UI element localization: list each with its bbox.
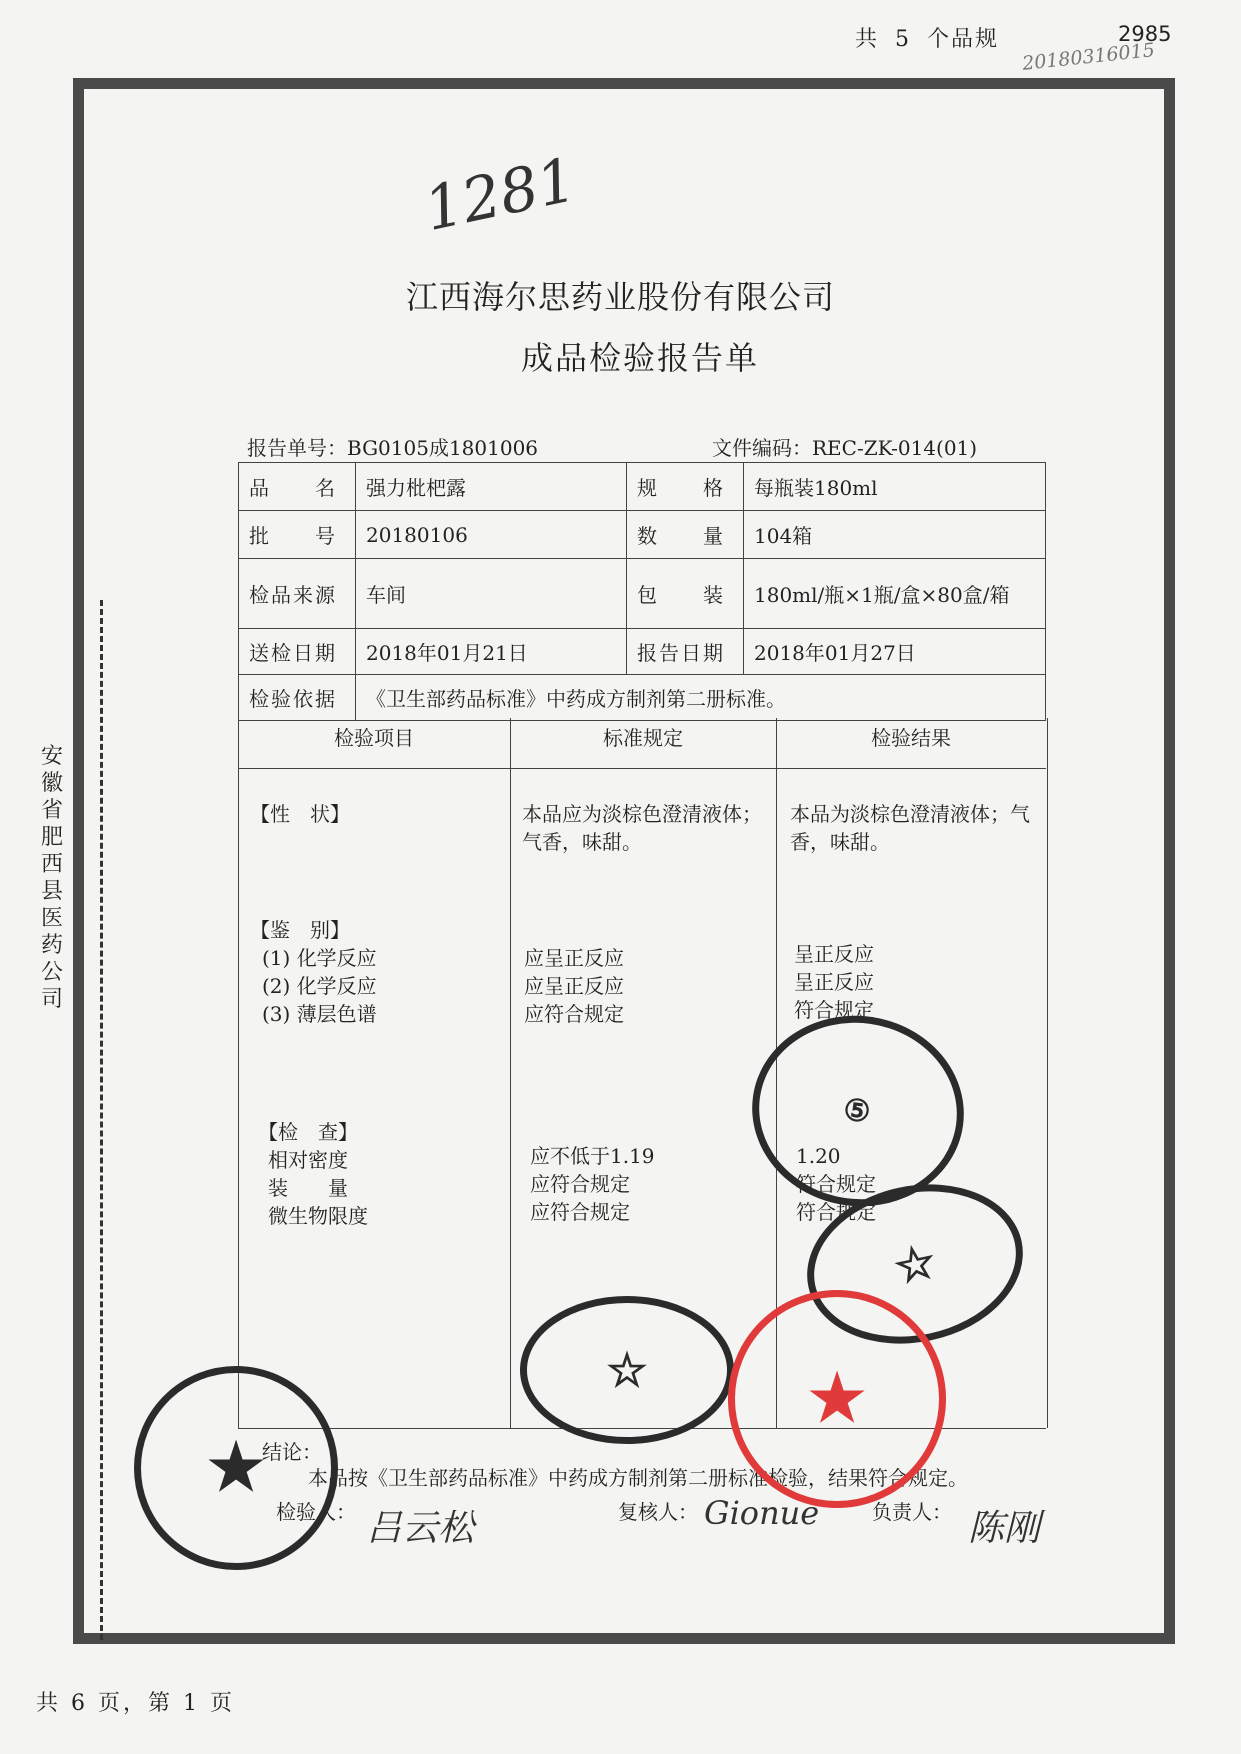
responsible-signature: 陈刚 — [968, 1508, 1041, 1549]
file-no-value: REC-ZK-014(01) — [812, 436, 978, 460]
ident-title: 【鉴 别】 — [250, 918, 350, 942]
total-count: 5 — [895, 27, 912, 52]
basis-label: 检验依据 — [239, 675, 356, 721]
check-result: 1.20 — [796, 1144, 841, 1168]
binding-dashed-line — [100, 600, 103, 1640]
source-label: 检品来源 — [239, 559, 356, 629]
responsible-label: 负责人： — [872, 1500, 952, 1524]
batch-value: 20180106 — [356, 511, 627, 559]
total-prefix: 共 — [855, 27, 880, 52]
ident-standard: 应呈正反应 — [524, 974, 624, 998]
report-no-value: BG0105成1801006 — [347, 436, 539, 460]
header-divider — [238, 768, 1046, 769]
package-value: 180ml/瓶×1瓶/盒×80盒/箱 — [744, 559, 1046, 629]
page-header — [855, 22, 1015, 53]
table-row — [239, 463, 1046, 511]
column-divider — [510, 718, 511, 1428]
ident-item: (3) 薄层色谱 — [262, 1002, 377, 1026]
stamp-qc-lower: ☆ — [520, 1296, 734, 1444]
report-no-label: 报告单号： — [247, 436, 347, 460]
ident-item: (2) 化学反应 — [262, 974, 377, 998]
conclusion-label: 结论： — [262, 1440, 322, 1464]
check-standard: 应不低于1.19 — [530, 1144, 655, 1168]
check-item: 装 量 — [268, 1176, 348, 1200]
check-result: 符合规定 — [796, 1200, 876, 1224]
source-value: 车间 — [356, 559, 627, 629]
document-title: 成品检验报告单 — [520, 339, 759, 377]
ident-item: (1) 化学反应 — [262, 946, 377, 970]
spec-value: 每瓶装180ml — [744, 463, 1046, 511]
total-suffix: 个品规 — [927, 27, 1000, 52]
ident-standard: 应符合规定 — [524, 1002, 624, 1026]
stamp-black-quality: ★ — [134, 1366, 338, 1570]
col-header-standard: 标准规定 — [603, 726, 683, 750]
handwritten-mark: 1281 — [418, 144, 583, 246]
col-header-result: 检验结果 — [871, 726, 951, 750]
product-value: 强力枇杷露 — [356, 463, 627, 511]
spec-label: 规 格 — [627, 463, 744, 511]
handwritten-note: 20180316015 — [1021, 39, 1156, 75]
conclusion-text: 本品按《卫生部药品标准》中药成方制剂第二册标准检验，结果符合规定。 — [308, 1466, 968, 1490]
info-table — [238, 462, 1046, 721]
char-standard: 本品应为淡棕色澄清液体；气香，味甜。 — [522, 802, 762, 854]
col-header-item: 检验项目 — [334, 726, 414, 750]
submit-date-value: 2018年01月21日 — [356, 629, 627, 675]
ident-result: 符合规定 — [794, 998, 874, 1022]
package-label: 包 装 — [627, 559, 744, 629]
table-row — [239, 675, 1046, 721]
batch-label: 批 号 — [239, 511, 356, 559]
side-company-text: 安徽省肥西县医药公司 — [40, 744, 63, 1012]
reviewer-signature: Gionue — [704, 1494, 820, 1532]
ident-result: 呈正反应 — [794, 970, 874, 994]
report-number — [247, 432, 538, 461]
char-title: 【性 状】 — [250, 802, 350, 826]
check-item: 微生物限度 — [268, 1204, 368, 1228]
table-row — [239, 511, 1046, 559]
ident-result: 呈正反应 — [794, 942, 874, 966]
table-row — [239, 559, 1046, 629]
stamp-shield: ⑤ — [740, 1002, 976, 1220]
reviewer-label: 复核人： — [618, 1500, 698, 1524]
report-date-label: 报告日期 — [627, 629, 744, 675]
check-item: 相对密度 — [268, 1148, 348, 1172]
page-number: 2985 — [1118, 22, 1172, 46]
inspector-signature: 吕云松 — [366, 1508, 475, 1549]
ident-standard: 应呈正反应 — [524, 946, 624, 970]
file-no-label: 文件编码： — [712, 436, 812, 460]
submit-date-label: 送检日期 — [239, 629, 356, 675]
check-standard: 应符合规定 — [530, 1200, 630, 1224]
table-row — [239, 629, 1046, 675]
quantity-label: 数 量 — [627, 511, 744, 559]
inspector-label: 检验人： — [276, 1500, 356, 1524]
stamp-qc-upper: ☆ — [792, 1165, 1038, 1363]
stamp-red-quality: ★ — [728, 1290, 946, 1508]
file-number — [712, 432, 977, 461]
company-name: 江西海尔思药业股份有限公司 — [405, 278, 835, 316]
quantity-value: 104箱 — [744, 511, 1046, 559]
check-standard: 应符合规定 — [530, 1172, 630, 1196]
check-title: 【检 查】 — [258, 1120, 358, 1144]
page-footer: 共 6 页，第 1 页 — [36, 1691, 235, 1716]
basis-value: 《卫生部药品标准》中药成方制剂第二册标准。 — [356, 675, 1046, 721]
product-label: 品 名 — [239, 463, 356, 511]
check-result: 符合规定 — [796, 1172, 876, 1196]
report-date-value: 2018年01月27日 — [744, 629, 1046, 675]
char-result: 本品为淡棕色澄清液体；气香，味甜。 — [790, 802, 1030, 854]
